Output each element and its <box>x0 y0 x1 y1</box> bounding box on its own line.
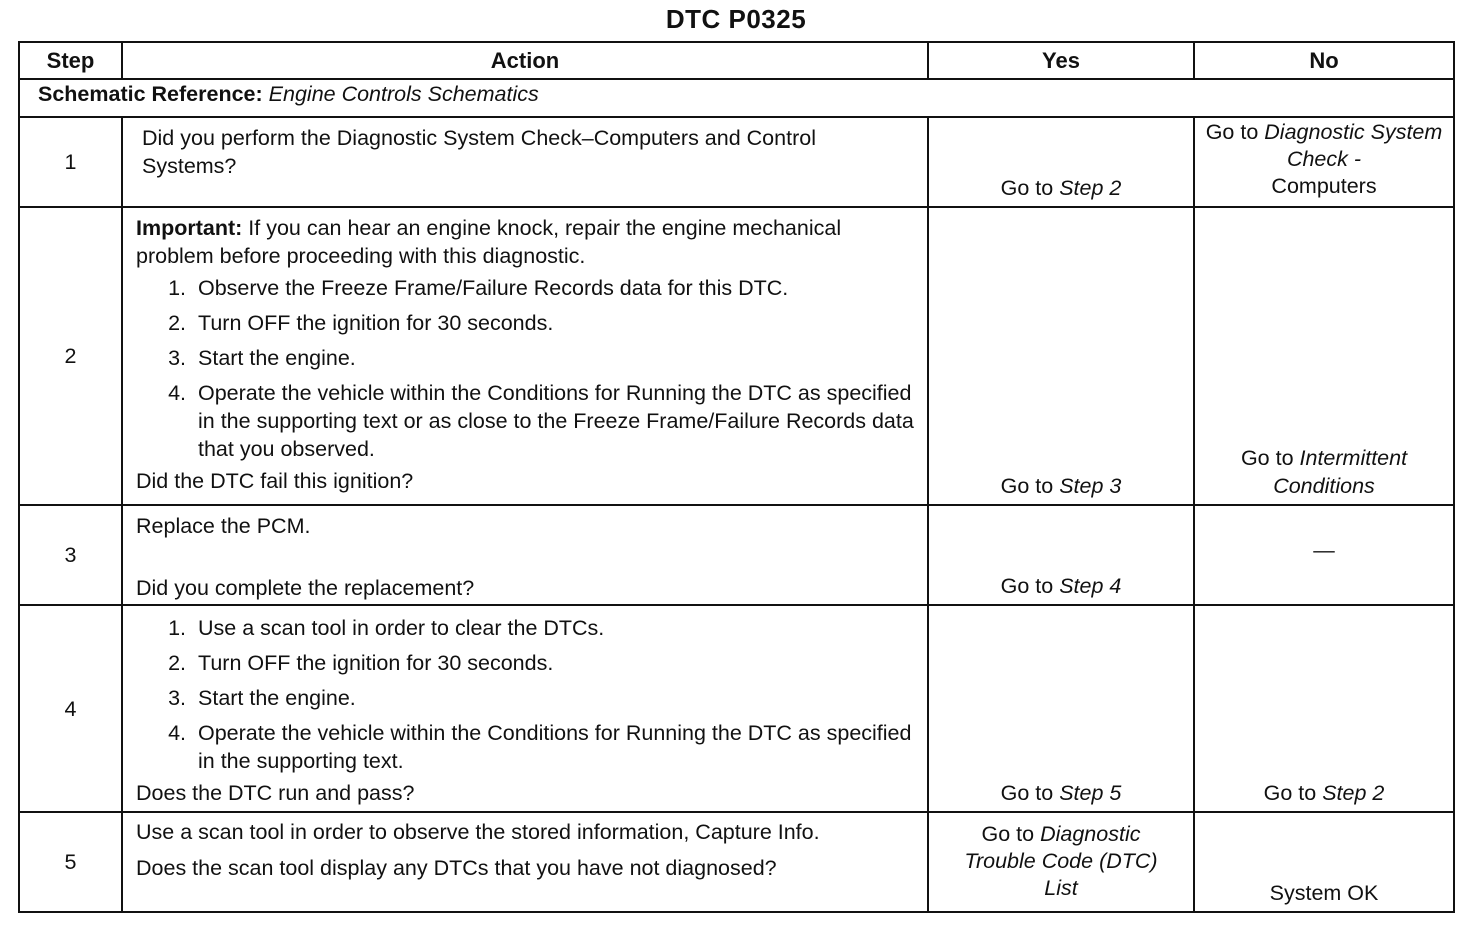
yes-action <box>929 572 1193 600</box>
no-cell <box>1194 812 1454 912</box>
schematic-reference-row <box>19 79 1454 117</box>
important-note <box>136 214 915 270</box>
list-item: 4. Operate the vehicle within the Conditions for Running the DTC as specified in the supporting text. <box>192 719 915 775</box>
yes-target: Step 3 <box>1059 474 1122 498</box>
no-target-plain: Computers <box>1271 174 1377 198</box>
no-target: Step 2 <box>1322 781 1385 805</box>
yes-target: Diagnostic Trouble Code (DTC) List <box>964 822 1158 900</box>
no-cell <box>1194 505 1454 605</box>
yes-cell <box>928 117 1194 207</box>
diagnostic-table <box>18 41 1455 913</box>
action-text: Use a scan tool in order to observe the stored information, Capture Info. <box>136 820 820 844</box>
action-text: Replace the PCM. <box>136 514 311 538</box>
list-item: 1. Use a scan tool in order to clear the DTCs. <box>192 614 915 642</box>
header-yes: Yes <box>928 42 1194 79</box>
yes-target: Step 2 <box>1059 176 1122 200</box>
schematic-reference <box>19 79 1454 117</box>
table-row <box>19 505 1454 605</box>
yes-action <box>929 779 1193 807</box>
no-action: System OK <box>1269 881 1379 905</box>
step-number: 4 <box>19 605 122 812</box>
step-number: 3 <box>19 505 122 605</box>
no-action <box>1195 779 1453 807</box>
table-row <box>19 812 1454 912</box>
go-to-text: Go to <box>1240 446 1294 470</box>
yes-action <box>929 472 1193 500</box>
procedure-list <box>136 614 915 775</box>
important-label: Important: <box>136 216 243 240</box>
no-cell <box>1194 117 1454 207</box>
question-text: Does the scan tool display any DTCs that you have not diagnosed? <box>136 856 777 880</box>
header-row <box>19 42 1454 79</box>
step-number: 5 <box>19 812 122 912</box>
action-cell <box>122 605 928 812</box>
yes-action <box>929 821 1193 902</box>
list-item: 3. Start the engine. <box>192 684 915 712</box>
action-text: Did you perform the Diagnostic System Check–Computers and Control Systems? <box>142 126 816 178</box>
yes-target: Step 5 <box>1059 781 1122 805</box>
no-action <box>1195 118 1453 200</box>
header-no: No <box>1194 42 1454 79</box>
list-item: 3. Start the engine. <box>192 344 915 372</box>
question-text: Did the DTC fail this ignition? <box>136 469 414 493</box>
procedure-list <box>136 274 915 463</box>
table-row <box>19 605 1454 812</box>
go-to-text: Go to <box>1000 781 1054 805</box>
step-number: 2 <box>19 207 122 505</box>
table-row <box>19 207 1454 505</box>
go-to-text: Go to <box>981 822 1035 846</box>
yes-cell <box>928 812 1194 912</box>
important-text: If you can hear an engine knock, repair the engine mechanical problem before proceeding with this diagnostic. <box>136 216 842 268</box>
yes-cell <box>928 505 1194 605</box>
list-item: 1. Observe the Freeze Frame/Failure Records data for this DTC. <box>192 274 915 302</box>
step-number: 1 <box>19 117 122 207</box>
list-item: 4. Operate the vehicle within the Conditions for Running the DTC as specified in the supporting text or as close to the Freeze Frame/Failure Records data that you observed. <box>192 379 915 463</box>
schematic-link: Engine Controls Schematics <box>268 82 539 106</box>
no-cell <box>1194 207 1454 505</box>
action-cell <box>122 812 928 912</box>
question-text: Did you complete the replacement? <box>136 576 475 600</box>
question-text: Does the DTC run and pass? <box>136 781 415 805</box>
list-item: 2. Turn OFF the ignition for 30 seconds. <box>192 309 915 337</box>
list-item: 2. Turn OFF the ignition for 30 seconds. <box>192 649 915 677</box>
go-to-text: Go to <box>1263 781 1317 805</box>
no-action <box>1195 444 1453 500</box>
go-to-text: Go to <box>1000 176 1054 200</box>
go-to-text: Go to <box>1000 574 1054 598</box>
no-cell <box>1194 605 1454 812</box>
header-step: Step <box>19 42 122 79</box>
header-action: Action <box>122 42 928 79</box>
action-cell <box>122 505 928 605</box>
action-cell <box>122 117 928 207</box>
action-cell <box>122 207 928 505</box>
table-row <box>19 117 1454 207</box>
go-to-text: Go to <box>1000 474 1054 498</box>
yes-cell <box>928 207 1194 505</box>
no-action: — <box>1313 538 1335 562</box>
yes-cell <box>928 605 1194 812</box>
go-to-text: Go to <box>1205 120 1259 144</box>
yes-target: Step 4 <box>1059 574 1122 598</box>
schematic-label: Schematic Reference: <box>38 82 263 106</box>
no-target: Intermittent Conditions <box>1273 446 1408 498</box>
page-title: DTC P0325 <box>665 4 807 34</box>
no-target: Diagnostic System Check - <box>1264 120 1443 171</box>
yes-action <box>929 174 1193 202</box>
